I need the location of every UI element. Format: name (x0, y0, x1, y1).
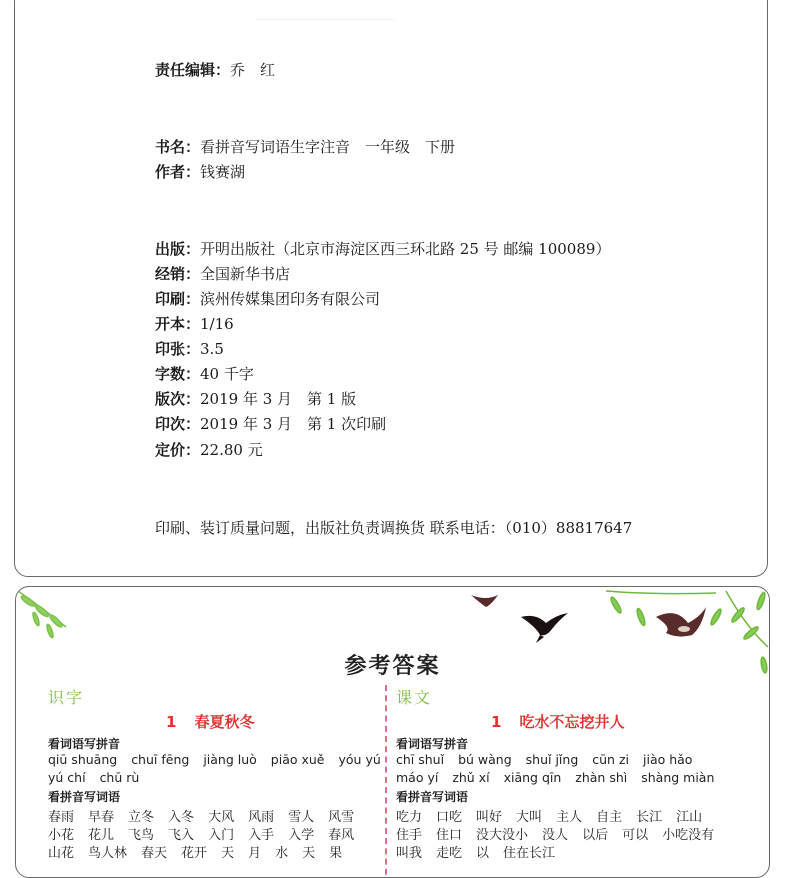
book-label: 书名： (155, 138, 201, 156)
right-head-write-words: 看拼音写词语 (396, 790, 469, 804)
word-item: 鸟人林 (88, 846, 128, 861)
right-lesson-number: 1 (491, 713, 502, 731)
right-category: 课文 (396, 688, 433, 707)
left-lesson-number: 1 (166, 713, 177, 731)
editor-label: 责任编辑： (155, 61, 231, 79)
word-item: 吃力 (396, 810, 423, 825)
word-item: 入冬 (168, 810, 195, 825)
word-item: 春天 (141, 846, 168, 861)
word-item: 长江 (636, 810, 663, 825)
distributor-label: 经销： (155, 265, 201, 283)
left-words-row3 (48, 842, 356, 861)
price-label: 定价： (155, 441, 201, 459)
book-value: 看拼音写词语生字注音 一年级 下册 (200, 138, 456, 156)
left-lesson-heading (166, 711, 254, 732)
word-item: 以后 (582, 828, 609, 843)
pinyin-item: zhǔ xí (452, 770, 490, 785)
author-value: 钱赛湖 (200, 163, 246, 181)
word-item: 以 (476, 846, 490, 861)
word-item: 天 (221, 846, 235, 861)
word-item: 大风 (208, 810, 235, 825)
word-item: 山花 (48, 846, 75, 861)
pinyin-item: zhàn shì (575, 770, 628, 785)
impression-line (155, 413, 386, 434)
left-pinyin-row1 (48, 752, 395, 767)
right-pinyin-row1 (396, 752, 706, 767)
left-category: 识字 (48, 688, 85, 707)
pinyin-item: shàng miàn (641, 770, 715, 785)
word-item: 月 (248, 846, 262, 861)
word-item: 天 (302, 846, 316, 861)
pinyin-item: piāo xuě (270, 752, 325, 767)
pinyin-item: qiū shuāng (48, 752, 118, 767)
distributor-line (155, 263, 290, 284)
word-item: 叫我 (396, 846, 423, 861)
word-item: 飞入 (168, 828, 195, 843)
swallow-right-icon (656, 607, 706, 637)
pinyin-item: shuǐ jǐng (525, 752, 579, 767)
word-item: 江山 (676, 810, 703, 825)
distributor-value: 全国新华书店 (200, 265, 291, 283)
printer-value: 滨州传媒集团印务有限公司 (200, 290, 381, 308)
pinyin-item: yú chí (48, 770, 86, 785)
swallow-small-icon (471, 595, 498, 607)
left-words-row2 (48, 824, 368, 843)
pinyin-item: xiāng qīn (503, 770, 562, 785)
word-item: 花儿 (88, 828, 115, 843)
left-words-row1 (48, 806, 368, 825)
left-pinyin-row2 (48, 770, 153, 785)
word-item: 春风 (328, 828, 355, 843)
edition-value: 2019 年 3 月 第 1 版 (200, 390, 357, 408)
publisher-label: 出版： (155, 240, 201, 258)
pinyin-item: bú wàng (458, 752, 512, 767)
word-item: 风雪 (328, 810, 355, 825)
right-head-write-pinyin: 看词语写拼音 (396, 737, 469, 751)
colophon-card (14, 0, 768, 577)
word-item: 飞鸟 (128, 828, 155, 843)
impression-label: 印次： (155, 415, 201, 433)
word-item: 果 (329, 846, 343, 861)
word-item: 主人 (556, 810, 583, 825)
pinyin-item: yóu yú (338, 752, 381, 767)
right-words-row1 (396, 806, 716, 825)
format-value: 1/16 (200, 315, 234, 333)
word-item: 口吃 (436, 810, 463, 825)
word-item: 住在长江 (503, 846, 556, 861)
word-item: 水 (275, 846, 289, 861)
word-item: 小花 (48, 828, 75, 843)
sheets-value: 3.5 (200, 340, 224, 358)
editor-value: 乔 红 (230, 61, 276, 79)
author-line (155, 161, 245, 182)
price-value: 22.80 元 (200, 441, 263, 459)
word-item: 自主 (596, 810, 623, 825)
right-lesson-heading (491, 711, 624, 732)
edition-line (155, 388, 356, 409)
word-item: 入学 (288, 828, 315, 843)
format-label: 开本： (155, 315, 201, 333)
word-item: 没大没小 (476, 828, 529, 843)
publisher-line (155, 238, 610, 259)
word-item: 风雨 (248, 810, 275, 825)
left-head-write-words: 看拼音写词语 (48, 790, 121, 804)
pinyin-item: chū rù (99, 770, 140, 785)
words-line (155, 363, 254, 384)
word-item: 没人 (542, 828, 569, 843)
pinyin-item: cūn zi (592, 752, 629, 767)
left-head-write-pinyin: 看词语写拼音 (48, 737, 121, 751)
right-words-row3 (396, 842, 569, 861)
impression-value: 2019 年 3 月 第 1 次印刷 (200, 415, 387, 433)
word-item: 春雨 (48, 810, 75, 825)
sheets-line (155, 338, 224, 359)
word-item: 雪人 (288, 810, 315, 825)
author-label: 作者： (155, 163, 201, 181)
printer-label: 印刷： (155, 290, 201, 308)
pinyin-item: jiào hǎo (643, 752, 693, 767)
word-item: 入手 (248, 828, 275, 843)
word-item: 住手 (396, 828, 423, 843)
willow-left-icon (18, 591, 66, 638)
sheets-label: 印张： (155, 340, 201, 358)
right-pinyin-row2 (396, 770, 728, 785)
quality-notice: 印刷、装订质量问题，出版社负责调换货 联系电话：（010）88817647 (155, 519, 633, 537)
word-item: 花开 (181, 846, 208, 861)
pinyin-item: jiàng luò (203, 752, 257, 767)
words-value: 40 千字 (200, 365, 254, 383)
word-item: 走吃 (436, 846, 463, 861)
swallow-icon (521, 613, 568, 643)
pinyin-item: chuī fēng (131, 752, 190, 767)
answer-key-card (15, 586, 770, 878)
book-line (155, 136, 455, 157)
right-words-row2 (396, 824, 728, 843)
left-lesson-title: 春夏秋冬 (194, 713, 255, 731)
column-divider (385, 685, 387, 878)
pinyin-item: máo yí (396, 770, 439, 785)
word-item: 立冬 (128, 810, 155, 825)
pinyin-item: chī shuǐ (396, 752, 445, 767)
printer-line (155, 288, 380, 309)
word-item: 早春 (88, 810, 115, 825)
word-item: 叫好 (476, 810, 503, 825)
format-line (155, 313, 234, 334)
edition-label: 版次： (155, 390, 201, 408)
right-lesson-title: 吃水不忘挖井人 (519, 713, 625, 731)
price-line (155, 439, 263, 460)
word-item: 可以 (622, 828, 649, 843)
word-item: 小吃没有 (662, 828, 715, 843)
answers-title: 参考答案 (344, 654, 441, 679)
publisher-value: 开明出版社（北京市海淀区西三环北路 25 号 邮编 100089） (200, 240, 611, 258)
word-item: 大叫 (516, 810, 543, 825)
editor-line (155, 59, 275, 80)
words-label: 字数： (155, 365, 201, 383)
faint-decoration (255, 0, 395, 20)
word-item: 住口 (436, 828, 463, 843)
word-item: 入门 (208, 828, 235, 843)
